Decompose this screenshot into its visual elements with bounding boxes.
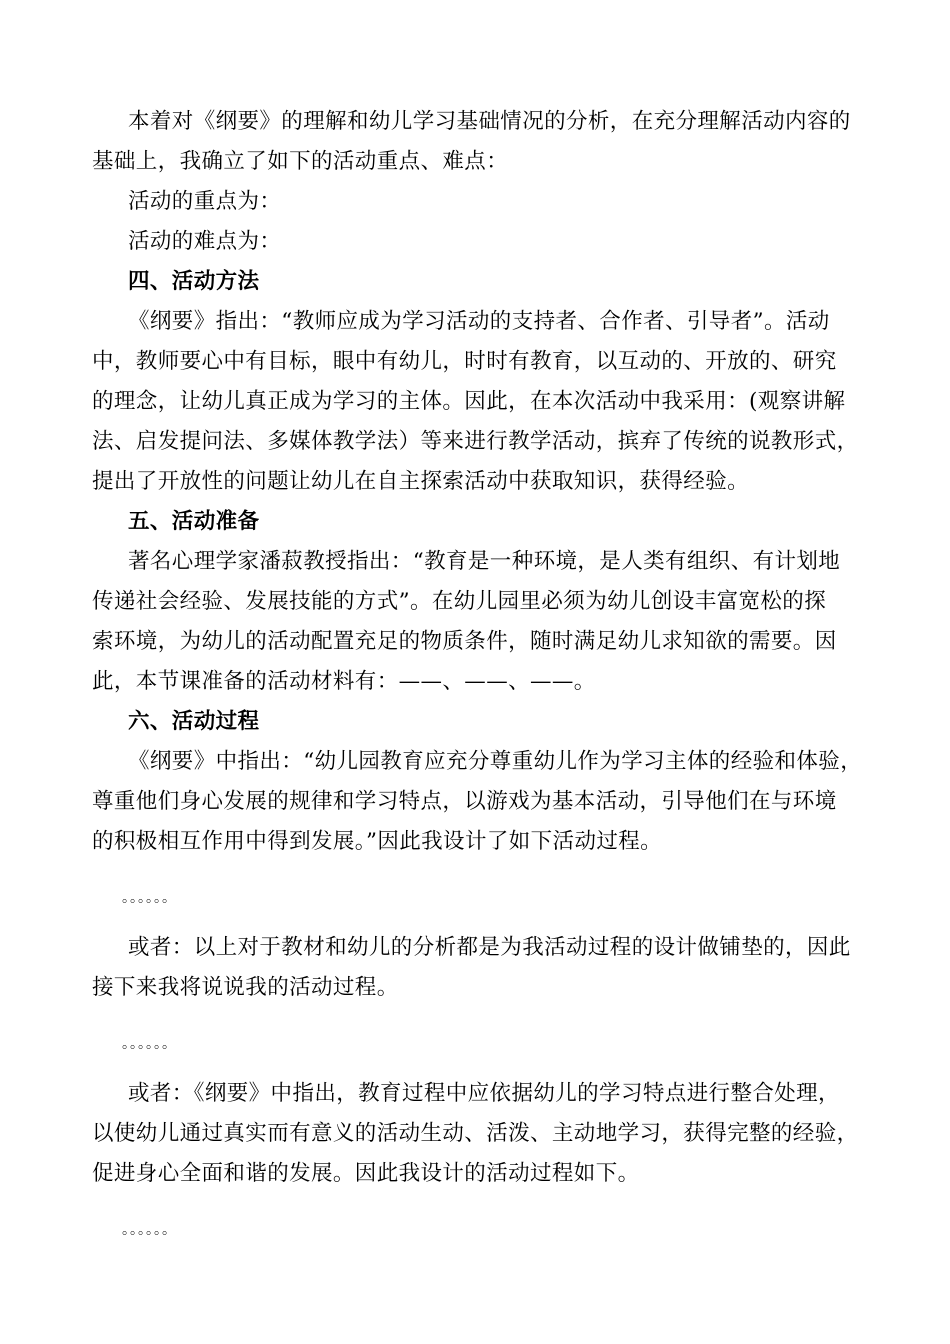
alternative-text-line: 接下来我将说说我的活动过程。 <box>92 975 399 1000</box>
section-heading-preparation: 五、活动准备 <box>128 509 260 534</box>
ellipsis-marker: 。。。。。。 <box>122 1222 177 1238</box>
key-point-text: 活动的重点为： <box>128 189 282 214</box>
methods-text-line: 的理念，让幼儿真正成为学习的主体。因此，在本次活动中我采用：(观察讲解 <box>92 389 846 414</box>
preparation-text-line: 著名心理学家潘菽教授指出：“教育是一种环境，是人类有组织、有计划地 <box>128 549 841 574</box>
ellipsis-marker: 。。。。。。 <box>122 1036 177 1052</box>
intro-text-line: 本着对《纲要》的理解和幼儿学习基础情况的分析，在充分理解活动内容的 <box>128 109 851 134</box>
ellipsis-marker: 。。。。。。 <box>122 890 177 906</box>
alternative-text-line: 促进身心全面和谐的发展。因此我设计的活动过程如下。 <box>92 1161 640 1186</box>
preparation-text-line: 索环境，为幼儿的活动配置充足的物质条件，随时满足幼儿求知欲的需要。因 <box>92 629 837 654</box>
intro-text-line: 基础上，我确立了如下的活动重点、难点： <box>92 149 509 174</box>
methods-text-line: 中，教师要心中有目标，眼中有幼儿，时时有教育，以互动的、开放的、研究 <box>92 349 837 374</box>
preparation-text-line: 传递社会经验、发展技能的方式”。在幼儿园里必须为幼儿创设丰富宽松的探 <box>92 589 827 614</box>
section-heading-methods: 四、活动方法 <box>128 269 260 294</box>
methods-text-line: 法、启发提问法、多媒体教学法）等来进行教学活动，摈弃了传统的说教形式， <box>92 429 859 454</box>
preparation-text-line: 此，本节课准备的活动材料有：——、——、——。 <box>92 669 596 694</box>
document-page <box>92 102 864 1250</box>
process-text-line: 《纲要》中指出：“幼儿园教育应充分尊重幼儿作为学习主体的经验和体验， <box>128 749 863 774</box>
methods-text-line: 提出了开放性的问题让幼儿在自主探索活动中获取知识，获得经验。 <box>92 469 750 494</box>
alternative-text-line: 或者：以上对于教材和幼儿的分析都是为我活动过程的设计做铺垫的，因此 <box>128 935 851 960</box>
alternative-text-line: 以使幼儿通过真实而有意义的活动生动、活泼、主动地学习，获得完整的经验， <box>92 1121 859 1146</box>
process-text-line: 的积极相互作用中得到发展。”因此我设计了如下活动过程。 <box>92 829 663 854</box>
difficult-point-text: 活动的难点为： <box>128 229 282 254</box>
process-text-line: 尊重他们身心发展的规律和学习特点，以游戏为基本活动，引导他们在与环境 <box>92 789 837 814</box>
alternative-text-line: 或者：《纲要》中指出，教育过程中应依据幼儿的学习特点进行整合处理， <box>128 1081 840 1106</box>
methods-text-line: 《纲要》指出：“教师应成为学习活动的支持者、合作者、引导者”。活动 <box>128 309 830 334</box>
section-heading-process: 六、活动过程 <box>128 709 260 734</box>
